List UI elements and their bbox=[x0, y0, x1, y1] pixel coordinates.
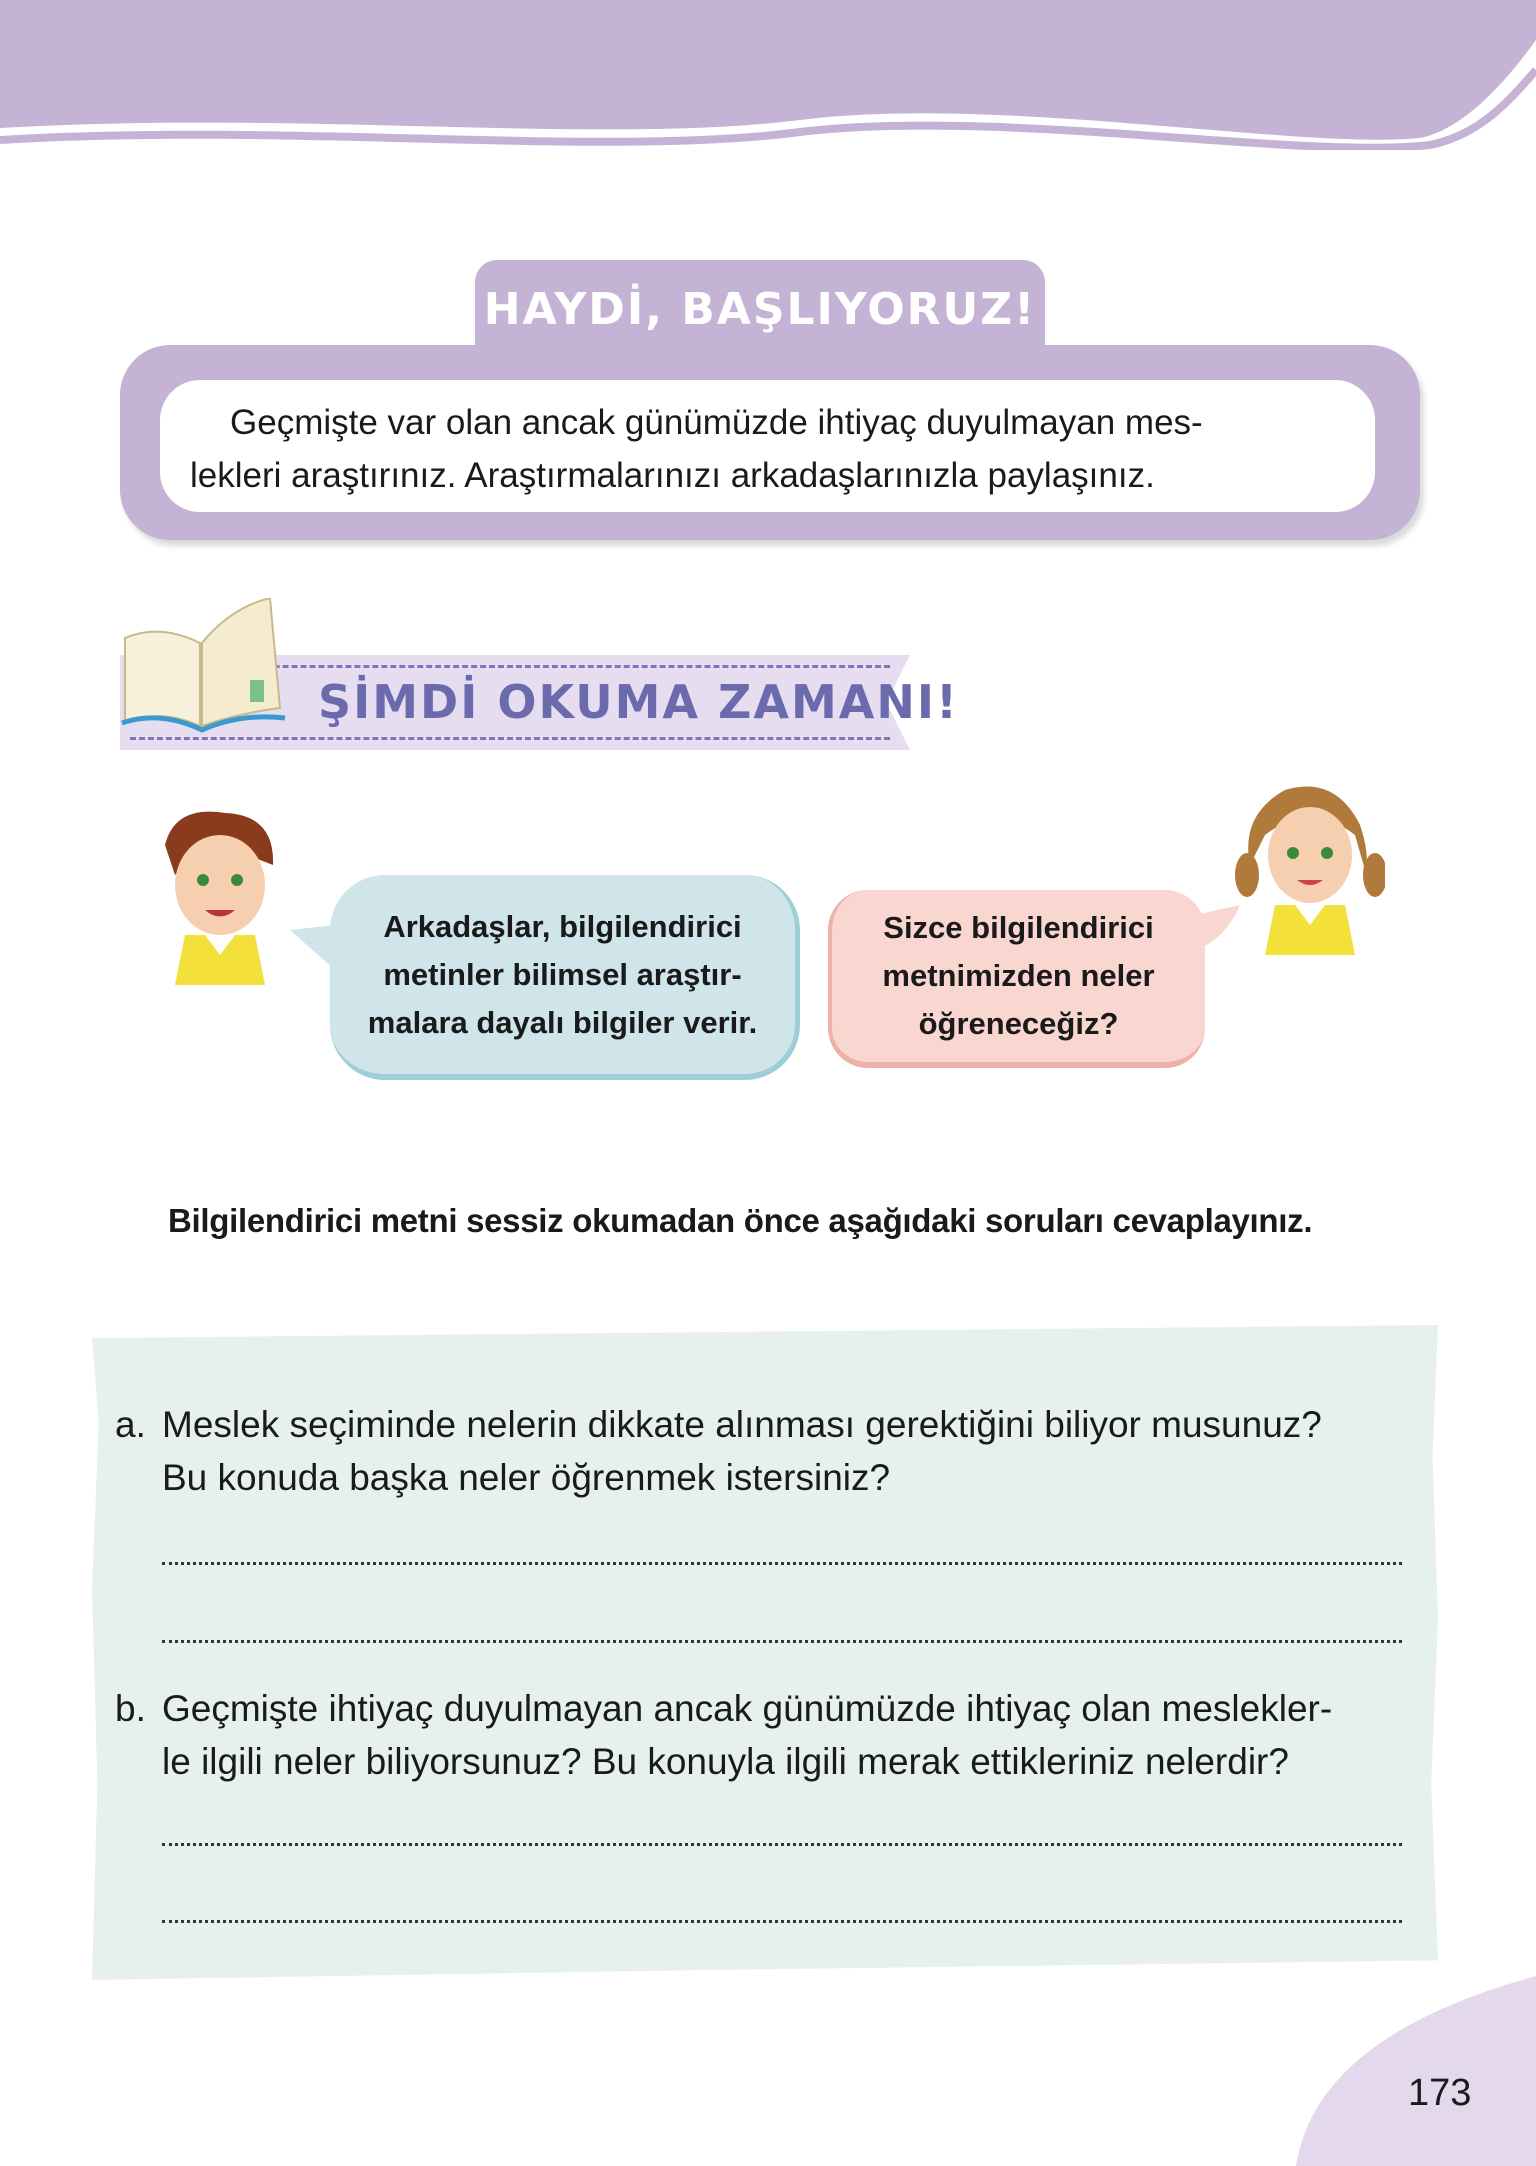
answer-line[interactable] bbox=[162, 1640, 1402, 1643]
question-text: Bu konuda başka neler öğrenmek istersiniz? bbox=[162, 1457, 891, 1498]
question-text: Geçmişte ihtiyaç duyulmayan ancak günümüzde ihtiyaç olan meslekler- bbox=[162, 1688, 1333, 1729]
bubble-line: öğreneceğiz? bbox=[918, 1006, 1119, 1041]
instruction-line: Geçmişte var olan ancak günümüzde ihtiyaç duyulmayan mes- bbox=[230, 403, 1203, 442]
question-b bbox=[115, 1682, 1415, 1788]
bubble-line: metinler bilimsel araştır- bbox=[383, 956, 742, 992]
top-wave-decoration bbox=[0, 0, 1536, 150]
girl-speech-bubble bbox=[828, 890, 1205, 1068]
question-label: b. bbox=[115, 1688, 146, 1729]
activity-instruction bbox=[160, 380, 1375, 512]
instruction-line: lekleri araştırınız. Araştırmalarınızı arkadaşlarınızla paylaşınız. bbox=[190, 456, 1155, 495]
question-a bbox=[115, 1398, 1415, 1504]
question-label: a. bbox=[115, 1404, 146, 1445]
bubble-line: metnimizden neler bbox=[882, 958, 1155, 993]
corner-decoration bbox=[1296, 1976, 1536, 2166]
question-text: Meslek seçiminde nelerin dikkate alınması gerektiğini biliyor musunuz? bbox=[162, 1404, 1322, 1445]
page-number: 173 bbox=[1408, 2072, 1472, 2114]
answer-line[interactable] bbox=[162, 1562, 1402, 1565]
bubble-line: malara dayalı bilgiler verir. bbox=[367, 1004, 758, 1040]
question-text: le ilgili neler biliyorsunuz? Bu konuyla ilgili merak ettikleriniz nelerdir? bbox=[162, 1741, 1289, 1782]
activity-title: HAYDİ, BAŞLIYORUZ! bbox=[475, 260, 1045, 360]
bubble-line: Arkadaşlar, bilgilendirici bbox=[383, 908, 742, 944]
answer-line[interactable] bbox=[162, 1920, 1402, 1923]
reading-title: ŞİMDİ OKUMA ZAMANI! bbox=[318, 675, 959, 729]
answer-line[interactable] bbox=[162, 1843, 1402, 1846]
task-instruction: Bilgilendirici metni sessiz okumadan önce aşağıdaki soruları cevaplayınız. bbox=[168, 1202, 1313, 1239]
bubble-line: Sizce bilgilendirici bbox=[883, 910, 1154, 945]
boy-speech-bubble bbox=[330, 875, 800, 1080]
boy-character-illustration bbox=[155, 805, 285, 985]
girl-character-illustration bbox=[1235, 775, 1385, 955]
open-book-icon bbox=[120, 598, 290, 733]
